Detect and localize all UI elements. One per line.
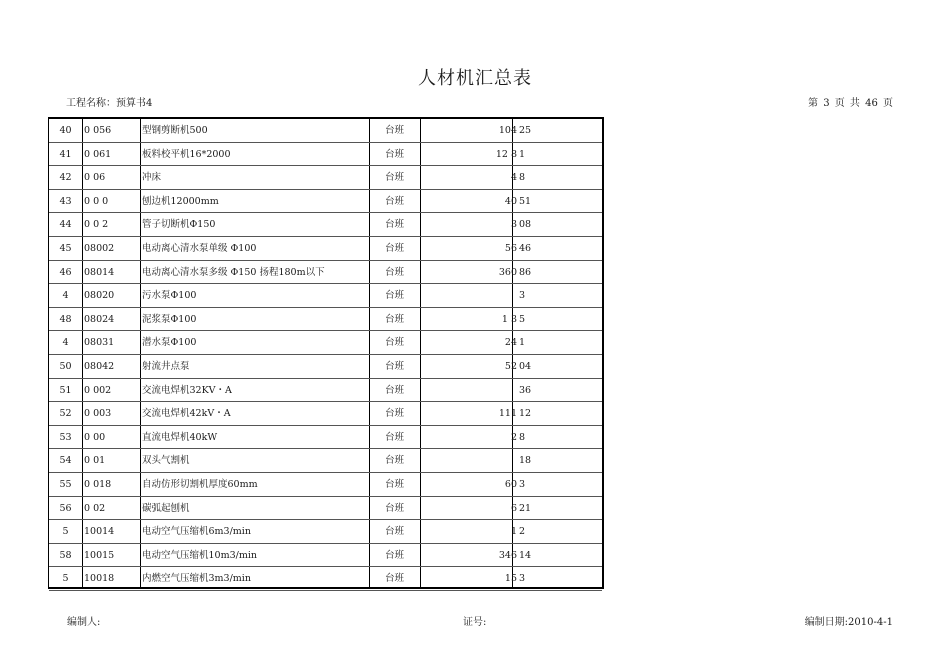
item-name: 碳弧起刨机 [142,502,190,514]
item-unit: 台班 [385,219,405,231]
item-unit: 台班 [385,313,405,325]
project-name: 工程名称：预算书4 [66,98,153,109]
item-quantity: 60 [504,479,517,490]
report-title: 人材机汇总表 [418,68,532,89]
item-extra: 1 [519,337,526,349]
item-unit: 台班 [385,549,405,561]
table-row [49,331,602,355]
item-unit: 台班 [385,573,405,585]
item-code: 10014 [84,526,115,538]
table-row [49,190,602,214]
row-index: 53 [59,431,72,443]
table-row [49,119,602,143]
item-unit: 台班 [385,502,405,514]
item-quantity: 6 [510,502,517,514]
row-index: 43 [59,195,72,207]
item-quantity: 56 [504,243,517,254]
row-index: 58 [59,549,72,561]
preparer-label: 编制人: [67,617,101,628]
item-name: 双头气割机 [142,455,190,467]
item-code: 08042 [84,361,115,372]
item-extra: 25 [519,125,532,136]
row-index: 5 [62,573,69,585]
table-row [49,166,602,190]
item-extra: 12 [519,408,532,420]
item-code: 10015 [84,549,115,561]
item-code: 0 018 [84,479,112,490]
item-unit: 台班 [385,455,405,467]
item-name: 板料校平机16*2000 [142,148,231,160]
row-index: 41 [59,148,72,160]
row-index: 42 [59,172,72,184]
table-row [49,449,602,473]
table-row [49,544,602,568]
row-index: 40 [59,125,72,136]
item-extra: 2 [519,526,526,538]
item-name: 内燃空气压缩机3m3/min [142,573,251,585]
item-code: 0 056 [84,125,112,136]
item-unit: 台班 [385,125,405,136]
table-row [49,143,602,167]
table-row [49,426,602,450]
row-index: 4 [62,290,69,302]
table-row [49,308,602,332]
item-extra: 3 [519,290,526,302]
item-unit: 台班 [385,479,405,490]
item-code: 08031 [84,337,115,349]
item-quantity: 24 [504,337,517,349]
row-index: 55 [59,479,72,490]
item-name: 潜水泵Φ100 [142,337,197,349]
item-extra: 8 [519,172,526,184]
item-code: 08002 [84,243,115,254]
item-name: 电动空气压缩机6m3/min [142,526,251,538]
item-code: 08014 [84,266,115,278]
item-code: 08020 [84,290,115,302]
row-index: 4 [62,337,69,349]
row-index: 48 [59,313,72,325]
summary-table [48,117,604,589]
item-code: 10018 [84,573,115,585]
item-code: 0 02 [84,502,106,514]
item-quantity: 2 [510,431,517,443]
item-unit: 台班 [385,266,405,278]
item-quantity: 346 [498,549,517,561]
table-row [49,355,602,379]
item-extra: 3 [519,479,526,490]
item-unit: 台班 [385,148,405,160]
item-code: 0 0 0 [84,195,109,207]
row-index: 46 [59,266,72,278]
item-name: 管子切断机Φ150 [142,219,216,231]
item-name: 电动离心清水泵多级 Φ150 扬程180m以下 [142,266,325,278]
item-extra: 86 [519,266,532,278]
table-row [49,497,602,521]
item-name: 冲床 [142,172,162,184]
item-name: 交流电焊机42kV・A [142,408,231,420]
item-extra: 3 [519,573,526,585]
item-name: 交流电焊机32KV・A [142,384,232,396]
item-name: 射流井点泵 [142,361,190,372]
row-index: 51 [59,384,72,396]
item-extra: 18 [519,455,532,467]
item-quantity: 1 [510,526,517,538]
table-row [49,213,602,237]
item-code: 0 061 [84,148,112,160]
item-unit: 台班 [385,290,405,302]
item-name: 直流电焊机40kW [142,431,218,443]
table-row [49,261,602,285]
item-extra: 1 [519,148,526,160]
item-extra: 51 [519,195,532,207]
row-index: 45 [59,243,72,254]
item-extra: 08 [519,219,532,231]
table-row [49,520,602,544]
row-index: 56 [59,502,72,514]
item-unit: 台班 [385,337,405,349]
item-name: 污水泵Φ100 [142,290,197,302]
item-name: 型钢剪断机500 [142,125,208,136]
item-name: 电动空气压缩机10m3/min [142,549,258,561]
item-quantity: 360 [498,266,517,278]
item-name: 刨边机12000mm [142,195,219,207]
table-row [49,379,602,403]
item-code: 0 00 [84,431,106,443]
item-unit: 台班 [385,243,405,254]
date-label: 编制日期:2010-4-1 [804,617,893,628]
item-quantity: 3 [510,219,517,231]
table-row [49,567,602,591]
table-row [49,473,602,497]
item-name: 电动离心清水泵单级 Φ100 [142,243,257,254]
item-unit: 台班 [385,195,405,207]
item-unit: 台班 [385,526,405,538]
table-row [49,402,602,426]
item-unit: 台班 [385,361,405,372]
item-unit: 台班 [385,384,405,396]
row-index: 52 [59,408,72,420]
item-quantity: 111 [498,408,517,420]
item-quantity: 15 [504,573,517,585]
item-code: 0 06 [84,172,106,184]
item-unit: 台班 [385,172,405,184]
item-extra: 14 [519,549,532,561]
item-extra: 04 [519,361,532,372]
row-index: 50 [59,361,72,372]
item-extra: 46 [519,243,532,254]
row-index: 5 [62,526,69,538]
item-code: 0 003 [84,408,112,420]
item-name: 自动仿形切割机厚度60mm [142,479,258,490]
item-quantity: 104 [498,125,517,136]
item-extra: 8 [519,431,526,443]
item-quantity: 52 [504,361,517,372]
item-code: 08024 [84,313,115,325]
row-index: 54 [59,455,72,467]
item-quantity: 40 [504,195,517,207]
row-index: 44 [59,219,72,231]
item-extra: 36 [519,384,532,396]
table-row [49,284,602,308]
item-extra: 21 [519,502,532,514]
item-quantity: 12 8 [495,148,517,160]
item-unit: 台班 [385,408,405,420]
item-code: 0 0 2 [84,219,109,231]
item-unit: 台班 [385,431,405,443]
item-quantity: 4 [510,172,517,184]
cert-label: 证号: [463,617,487,628]
page-info: 第 3 页 共 46 页 [808,98,893,109]
item-quantity: 1 3 [501,313,517,325]
table-row [49,237,602,261]
item-name: 泥浆泵Φ100 [142,313,197,325]
item-extra: 5 [519,313,526,325]
item-code: 0 002 [84,384,112,396]
item-code: 0 01 [84,455,106,467]
